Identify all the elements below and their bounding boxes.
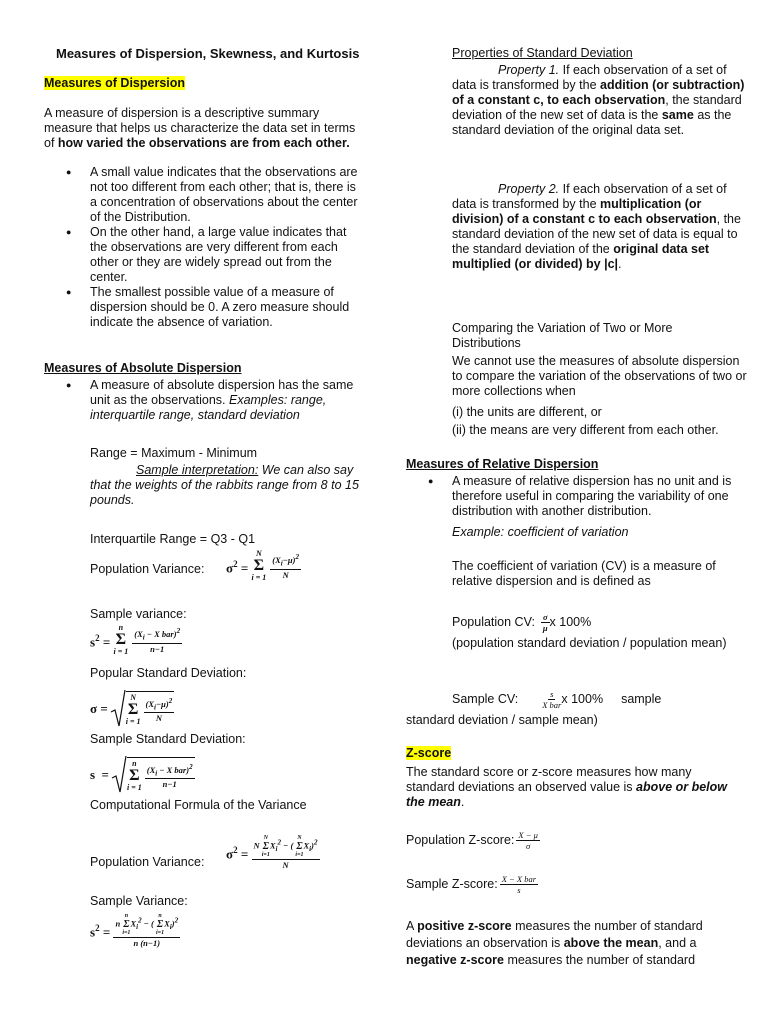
sample-variance-label: Sample variance: xyxy=(90,607,187,621)
range-formula: Range = Maximum - Minimum xyxy=(90,446,258,460)
sample-variance-computational-formula: $s^2$ = n n Σ i=1 $X_i^2$ − ( n Σ i=1 $X_i)^2$ n (n−1) xyxy=(90,913,179,948)
sample-z-fraction: $\frac{\text{X − X bar}}{s}$ xyxy=(501,874,537,895)
sample-sd-label: Sample Standard Deviation: xyxy=(90,732,246,746)
zscore-definition: The standard score or z-score measures how many standard deviations an observed value is above or below the mean. xyxy=(406,765,728,809)
bullet-relative: ● A measure of relative dispersion has no unit and is therefore useful in comparing the variability of one distribution with another distribution. xyxy=(406,474,752,519)
pop-cv-fraction: $\frac{\sigma}{\mu}$ xyxy=(542,612,548,633)
properties-heading: Properties of Standard Deviation xyxy=(452,46,633,60)
section-heading-relative: Measures of Relative Dispersion xyxy=(406,457,599,471)
section-heading-zscore: Z-score xyxy=(406,746,452,760)
absolute-bullets xyxy=(44,378,362,423)
population-zscore: Population Z-score: $\frac{X - \mu}{\sigma}$ xyxy=(406,830,538,851)
bullet-smallest-value: ● The smallest possible value of a measure of dispersion should be 0. A zero measure should indicate the absence of variation. xyxy=(44,285,362,330)
section-heading-absolute: Measures of Absolute Dispersion xyxy=(44,361,242,375)
pop-variance2-label: Population Variance: xyxy=(90,855,205,869)
cv-definition: The coefficient of variation (CV) is a measure of relative dispersion and is defined as xyxy=(452,559,716,588)
sqrt-icon xyxy=(111,754,127,794)
bullet-absolute: ● A measure of absolute dispersion has the same unit as the observations. Examples: range, interquartile range, standard deviation xyxy=(44,378,362,423)
sample-cv-note: standard deviation / sample mean) xyxy=(406,713,598,727)
pop-variance-computational-formula: $\sigma^2$ = N N Σ i=1 $X_i^2$ − ( N Σ i=1 $X_i)^2$ N xyxy=(226,835,318,870)
property-2: Property 2. If each observation of a set of data is transformed by the multiplication (or division) of a constant c to each observation, the standard deviation of the new set of data is equal to the standard deviation of the original data set multiplied (or divided) by |c|. xyxy=(452,182,741,271)
property-1: Property 1. If each observation of a set of data is transformed by the addition (or subtraction) of a constant c, to each observation, the standard deviation of the new set of data is the same as the standard deviation of the original data set. xyxy=(452,63,745,137)
comparing-item-ii: (ii) the means are very different from each other. xyxy=(452,423,719,437)
computational-formula-heading: Computational Formula of the Variance xyxy=(90,798,307,812)
relative-example: Example: coefficient of variation xyxy=(452,525,629,539)
positive-negative-zscore: A positive z-score measures the number of standard deviations an observation is above the mean, and a negative z-score measures the number of standard xyxy=(406,919,703,967)
pop-z-fraction: $\frac{X - \mu}{\sigma}$ xyxy=(518,830,538,851)
population-cv-note: (population standard deviation / population mean) xyxy=(452,636,727,650)
popular-sd-label: Popular Standard Deviation: xyxy=(90,666,247,680)
sample-variance-formula: $s^2$ = n Σ i = 1 $\frac{(X_i - X bar)^2}{n-1}$ xyxy=(90,623,181,656)
dispersion-bullets xyxy=(44,165,362,330)
sample-cv: Sample CV: $\frac{s}{\text{X bar}}$ x 100% sample xyxy=(452,689,662,710)
sqrt-icon xyxy=(110,688,126,728)
bullet-large-value: ● On the other hand, a large value indicates that the observations are very different from each other or they are widely spread out from the center. xyxy=(44,225,362,285)
comparing-text: We cannot use the measures of absolute dispersion to compare the variation of the observations of two or more collections when xyxy=(452,354,747,398)
sample-interpretation: Sample interpretation: We can also say that the weights of the rabbits range from 8 to 15 pounds. xyxy=(90,463,359,507)
sample-zscore: Sample Z-score: $\frac{\text{X − X bar}}{s}$ xyxy=(406,874,537,895)
comparing-item-i: (i) the units are different, or xyxy=(452,405,602,419)
pop-sd-formula: σ = N Σ i = 1 $\frac{(X_i-\mu)^2}{N}$ xyxy=(90,688,174,728)
sample-cv-fraction: $\frac{s}{\text{X bar}}$ xyxy=(542,689,562,710)
population-cv: Population CV: $\frac{\sigma}{\mu}$ x 100% xyxy=(452,612,592,633)
section-heading-dispersion: Measures of Dispersion xyxy=(44,76,186,90)
comparing-heading: Comparing the Variation of Two or More Distributions xyxy=(452,321,673,350)
sample-sd-formula: s = n Σ i = 1 $\frac{(X_i - X bar)^2}{n-1}$ xyxy=(90,754,195,794)
document-title: Measures of Dispersion, Skewness, and Kurtosis xyxy=(56,46,360,61)
intro-paragraph: A measure of dispersion is a descriptive summary measure that helps us characterize the data set in terms of how varied the observations are from each other. xyxy=(44,106,356,150)
sample-variance2-label: Sample Variance: xyxy=(90,894,188,908)
relative-bullets xyxy=(406,474,752,519)
pop-variance-label: Population Variance: xyxy=(90,562,205,576)
pop-variance-formula: $\sigma^2$ = N Σ i = 1 $\frac{(X_i-\mu)^2}{N}$ xyxy=(226,549,300,582)
bullet-small-value: ● A small value indicates that the observations are not too different from each other; that is, there is a concentration of observations about the center of the Distribution. xyxy=(44,165,362,225)
iqr-formula: Interquartile Range = Q3 - Q1 xyxy=(90,532,256,546)
